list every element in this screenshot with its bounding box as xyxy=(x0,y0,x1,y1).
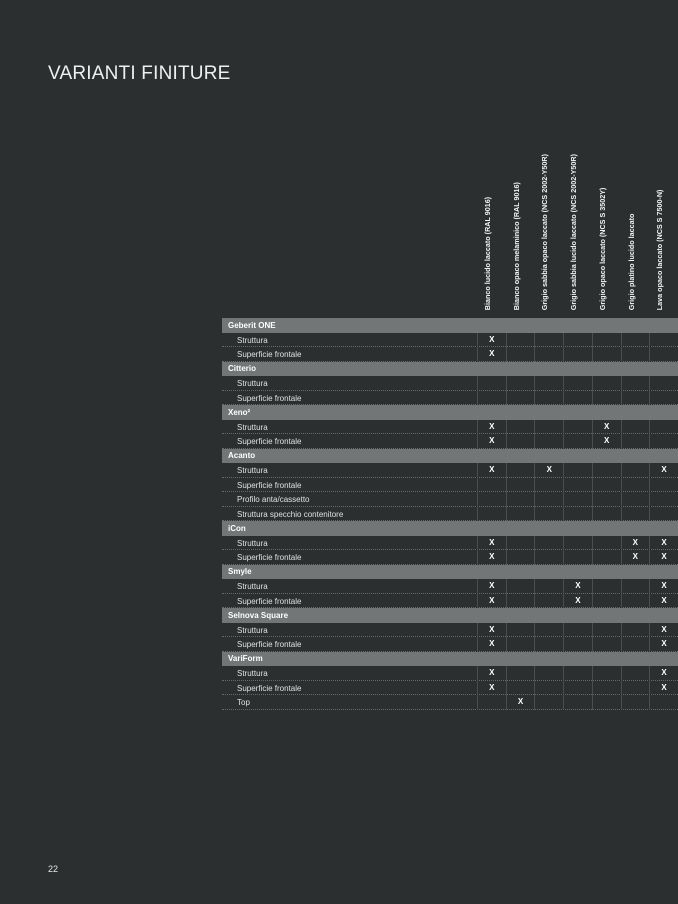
table-cell xyxy=(563,420,592,435)
table-cell xyxy=(563,550,592,565)
table-row xyxy=(222,550,678,565)
table-cell xyxy=(592,536,621,551)
column-header xyxy=(534,120,563,310)
group-name: Smyle xyxy=(228,567,252,576)
table-cell xyxy=(534,637,563,652)
row-label: Struttura xyxy=(237,335,268,345)
table-cell xyxy=(563,681,592,696)
table-cell xyxy=(506,623,535,638)
table-cell xyxy=(506,507,535,522)
table-cell: X xyxy=(649,594,678,609)
table-cell xyxy=(592,391,621,406)
table-cell: X xyxy=(477,333,506,348)
table-cell xyxy=(592,347,621,362)
table-cell xyxy=(506,579,535,594)
table-cell xyxy=(621,695,650,710)
table-cell: X xyxy=(534,463,563,478)
table-cell xyxy=(649,333,678,348)
table-cell xyxy=(592,579,621,594)
row-cells xyxy=(477,666,678,681)
row-cells xyxy=(477,681,678,696)
table-cell xyxy=(592,695,621,710)
group-row xyxy=(222,362,678,377)
table-cell xyxy=(563,623,592,638)
table-cell xyxy=(506,478,535,493)
row-cells xyxy=(477,579,678,594)
table-cell: X xyxy=(649,637,678,652)
group-row xyxy=(222,652,678,667)
table-cell xyxy=(506,666,535,681)
table-cell xyxy=(592,666,621,681)
table-row xyxy=(222,681,678,696)
table-cell xyxy=(506,391,535,406)
row-label: Superficie frontale xyxy=(237,480,302,490)
table-cell: X xyxy=(592,434,621,449)
table-cell: X xyxy=(649,666,678,681)
table-row xyxy=(222,492,678,507)
group-name: VariForm xyxy=(228,654,263,663)
row-cells xyxy=(477,507,678,522)
row-cells xyxy=(477,492,678,507)
table-row xyxy=(222,391,678,406)
table-cell: X xyxy=(477,579,506,594)
column-header-label: Grigio sabbia opaco laccato (NCS 2002-Y50R) xyxy=(540,153,550,310)
table-row xyxy=(222,478,678,493)
table-cell xyxy=(534,579,563,594)
row-cells xyxy=(477,420,678,435)
table-cell xyxy=(621,391,650,406)
table-cell xyxy=(592,681,621,696)
row-label: Superficie frontale xyxy=(237,350,302,359)
table-cell xyxy=(534,478,563,493)
table-cell xyxy=(563,434,592,449)
table-cell xyxy=(563,492,592,507)
table-cell xyxy=(477,376,506,391)
table-cell xyxy=(506,681,535,696)
table-cell xyxy=(506,492,535,507)
table-cell xyxy=(477,507,506,522)
table-cell xyxy=(477,695,506,710)
table-cell: X xyxy=(477,637,506,652)
table-cell xyxy=(649,420,678,435)
table-cell xyxy=(534,376,563,391)
table-cell xyxy=(649,695,678,710)
table-cell xyxy=(563,536,592,551)
table-cell xyxy=(592,333,621,348)
table-cell xyxy=(506,333,535,348)
table-cell xyxy=(506,434,535,449)
table-row xyxy=(222,333,678,348)
table-cell: X xyxy=(563,579,592,594)
table-cell xyxy=(649,434,678,449)
table-cell xyxy=(563,478,592,493)
column-header xyxy=(477,120,506,310)
row-label: Superficie frontale xyxy=(237,596,302,606)
table-cell xyxy=(534,333,563,348)
group-name: Xeno² xyxy=(228,407,251,417)
table-cell xyxy=(506,637,535,652)
table-cell: X xyxy=(477,550,506,565)
row-label: Superficie frontale xyxy=(237,393,302,403)
table-cell xyxy=(592,623,621,638)
table-cell: X xyxy=(563,594,592,609)
group-row xyxy=(222,565,678,580)
column-header xyxy=(506,120,535,310)
table-cell: X xyxy=(477,594,506,609)
column-headers xyxy=(477,120,678,310)
row-label: Struttura xyxy=(237,422,268,432)
row-cells xyxy=(477,347,678,362)
row-label: Struttura xyxy=(237,466,268,475)
table-cell xyxy=(621,681,650,696)
table-cell xyxy=(534,391,563,406)
table-cell xyxy=(649,391,678,406)
table-cell xyxy=(506,550,535,565)
table-row xyxy=(222,347,678,362)
table-cell xyxy=(592,463,621,478)
row-label: Struttura xyxy=(237,379,268,388)
table-cell: X xyxy=(649,579,678,594)
table-cell: X xyxy=(477,666,506,681)
table-cell: X xyxy=(477,434,506,449)
table-cell xyxy=(534,666,563,681)
table-cell: X xyxy=(506,695,535,710)
row-cells xyxy=(477,594,678,609)
table-row xyxy=(222,695,678,710)
column-header-label: Grigio opaco laccato (NCS S 3502Y) xyxy=(597,187,607,310)
table-cell xyxy=(649,492,678,507)
row-label: Struttura xyxy=(237,625,268,635)
table-cell xyxy=(592,492,621,507)
table-cell: X xyxy=(649,681,678,696)
table-cell xyxy=(649,347,678,362)
column-header xyxy=(649,120,678,310)
finishes-table xyxy=(222,318,678,710)
table-cell: X xyxy=(649,623,678,638)
row-cells xyxy=(477,695,678,710)
row-label: Struttura specchio contenitore xyxy=(237,509,344,519)
table-cell xyxy=(649,376,678,391)
row-cells xyxy=(477,637,678,652)
table-row xyxy=(222,463,678,478)
table-cell: X xyxy=(592,420,621,435)
table-cell xyxy=(534,623,563,638)
row-cells xyxy=(477,463,678,478)
group-name: Geberit ONE xyxy=(228,320,276,330)
column-header-label: Lava opaco laccato (NCS S 7500-N) xyxy=(654,189,664,310)
table-row xyxy=(222,666,678,681)
table-cell xyxy=(621,637,650,652)
table-row xyxy=(222,594,678,609)
page-number: 22 xyxy=(48,864,59,874)
table-cell xyxy=(563,666,592,681)
table-cell xyxy=(592,637,621,652)
table-cell: X xyxy=(621,536,650,551)
row-label: Superficie frontale xyxy=(237,437,302,446)
row-cells xyxy=(477,391,678,406)
row-cells xyxy=(477,550,678,565)
table-cell xyxy=(621,333,650,348)
table-cell xyxy=(477,492,506,507)
group-name: Acanto xyxy=(228,451,256,460)
table-cell xyxy=(621,579,650,594)
table-cell xyxy=(621,434,650,449)
table-cell xyxy=(621,420,650,435)
table-cell: X xyxy=(477,623,506,638)
row-label: Profilo anta/cassetto xyxy=(237,495,310,504)
column-header-label: Bianco opaco melaminico (RAL 9016) xyxy=(511,181,521,310)
column-header-label: Grigio sabbia lucido laccato (NCS 2002-Y50R) xyxy=(568,153,578,310)
table-cell xyxy=(534,420,563,435)
group-row xyxy=(222,318,678,333)
table-cell: X xyxy=(477,347,506,362)
row-cells xyxy=(477,623,678,638)
table-cell xyxy=(563,333,592,348)
table-cell: X xyxy=(477,681,506,696)
column-header-label: Bianco lucido laccato (RAL 9016) xyxy=(482,196,492,310)
table-row xyxy=(222,579,678,594)
table-cell xyxy=(563,507,592,522)
table-cell xyxy=(477,478,506,493)
table-cell xyxy=(592,376,621,391)
table-cell xyxy=(563,463,592,478)
table-row xyxy=(222,623,678,638)
group-name: Selnova Square xyxy=(228,610,289,620)
table-cell xyxy=(563,391,592,406)
table-cell: X xyxy=(477,420,506,435)
table-cell: X xyxy=(649,536,678,551)
table-cell xyxy=(592,550,621,565)
table-cell xyxy=(534,507,563,522)
table-cell: X xyxy=(477,536,506,551)
table-cell: X xyxy=(649,463,678,478)
table-cell xyxy=(506,594,535,609)
table-row xyxy=(222,420,678,435)
table-cell xyxy=(506,463,535,478)
table-cell xyxy=(534,681,563,696)
table-cell xyxy=(621,492,650,507)
table-cell xyxy=(621,376,650,391)
table-cell xyxy=(534,550,563,565)
group-row xyxy=(222,521,678,536)
column-header xyxy=(621,120,650,310)
group-name: Citterio xyxy=(228,364,256,373)
table-cell xyxy=(534,492,563,507)
table-cell xyxy=(534,536,563,551)
table-cell xyxy=(592,478,621,493)
row-label: Superficie frontale xyxy=(237,683,302,693)
row-label: Superficie frontale xyxy=(237,553,302,562)
table-cell xyxy=(563,376,592,391)
table-cell xyxy=(649,478,678,493)
row-label: Struttura xyxy=(237,538,268,548)
row-label: Struttura xyxy=(237,669,268,678)
table-cell xyxy=(621,347,650,362)
table-cell xyxy=(592,594,621,609)
table-cell xyxy=(534,594,563,609)
group-name: iCon xyxy=(228,523,246,533)
row-cells xyxy=(477,333,678,348)
table-cell xyxy=(621,594,650,609)
table-row xyxy=(222,434,678,449)
table-cell xyxy=(649,507,678,522)
table-row xyxy=(222,637,678,652)
table-row xyxy=(222,507,678,522)
column-header-label: Grigio platino lucido laccato xyxy=(626,213,636,310)
table-cell xyxy=(534,695,563,710)
row-cells xyxy=(477,434,678,449)
row-cells xyxy=(477,478,678,493)
table-cell xyxy=(506,420,535,435)
row-label: Top xyxy=(237,698,250,707)
page-title: VARIANTI FINITURE xyxy=(48,63,231,84)
table-row xyxy=(222,376,678,391)
row-cells xyxy=(477,376,678,391)
row-cells xyxy=(477,536,678,551)
table-cell xyxy=(563,637,592,652)
table-cell: X xyxy=(649,550,678,565)
table-cell xyxy=(506,536,535,551)
table-cell xyxy=(534,347,563,362)
table-cell xyxy=(506,347,535,362)
table-cell xyxy=(592,507,621,522)
table-cell xyxy=(506,376,535,391)
table-row xyxy=(222,536,678,551)
table-cell xyxy=(621,478,650,493)
table-cell xyxy=(563,695,592,710)
table-cell: X xyxy=(621,550,650,565)
group-row xyxy=(222,449,678,464)
table-cell xyxy=(621,623,650,638)
table-cell xyxy=(477,391,506,406)
row-label: Struttura xyxy=(237,582,268,591)
group-row xyxy=(222,608,678,623)
table-cell xyxy=(621,463,650,478)
column-header xyxy=(592,120,621,310)
table-cell xyxy=(563,347,592,362)
row-label: Superficie frontale xyxy=(237,640,302,649)
table-cell xyxy=(534,434,563,449)
group-row xyxy=(222,405,678,420)
table-cell xyxy=(621,507,650,522)
table-cell: X xyxy=(477,463,506,478)
column-header xyxy=(563,120,592,310)
table-cell xyxy=(621,666,650,681)
